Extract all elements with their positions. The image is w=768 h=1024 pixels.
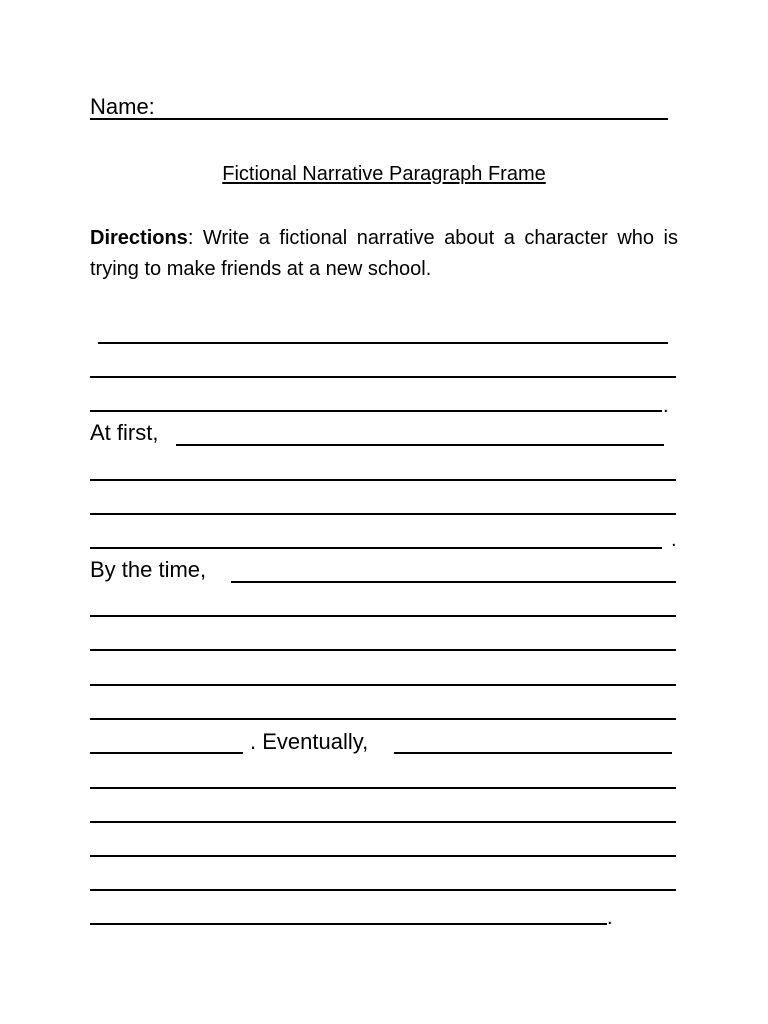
sentence-period: .: [663, 395, 669, 417]
worksheet-title-text: Fictional Narrative Paragraph Frame: [222, 163, 546, 185]
directions-paragraph: [90, 223, 678, 285]
writing-line[interactable]: [90, 787, 676, 789]
writing-line[interactable]: [90, 923, 607, 925]
writing-line[interactable]: [90, 513, 676, 515]
writing-line[interactable]: [98, 342, 668, 344]
name-label: Name:: [90, 94, 155, 119]
sentence-period: .: [607, 907, 613, 929]
writing-line[interactable]: [90, 684, 676, 686]
writing-line[interactable]: [231, 581, 676, 583]
starter-at-first: At first,: [90, 420, 159, 445]
starter-by-the-time: By the time,: [90, 557, 207, 582]
writing-line[interactable]: [90, 410, 662, 412]
writing-line[interactable]: [176, 444, 664, 446]
writing-line[interactable]: [90, 752, 243, 754]
directions-text: : Write a fictional narrative about a character who is trying to make friends at a new school.: [90, 227, 678, 280]
writing-line[interactable]: [90, 615, 676, 617]
directions-label: Directions: [90, 227, 188, 249]
writing-line[interactable]: [90, 376, 676, 378]
writing-line[interactable]: [90, 855, 676, 857]
writing-line[interactable]: [90, 889, 676, 891]
writing-line[interactable]: [90, 718, 676, 720]
writing-line[interactable]: [90, 479, 676, 481]
starter-eventually: . Eventually,: [250, 729, 369, 754]
worksheet-title: [0, 162, 768, 186]
writing-line[interactable]: [90, 547, 662, 549]
name-blank-line[interactable]: [90, 118, 668, 120]
sentence-period: .: [671, 529, 677, 551]
writing-line[interactable]: [90, 821, 676, 823]
writing-line[interactable]: [394, 752, 672, 754]
writing-line[interactable]: [90, 649, 676, 651]
